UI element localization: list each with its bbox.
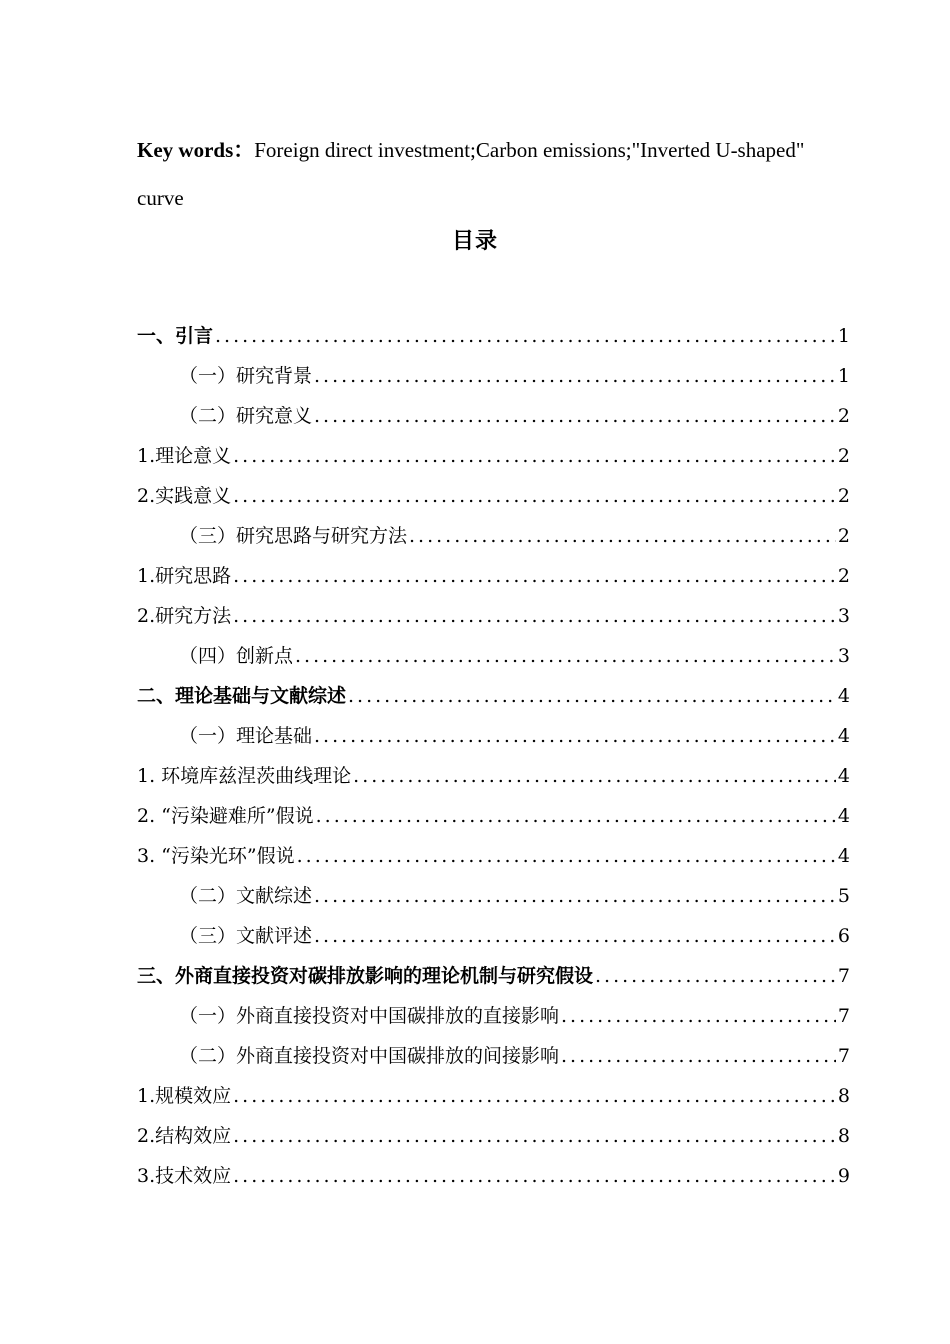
toc-entry-text: 1.研究思路 [137,565,232,587]
toc-entry[interactable] [137,476,850,516]
toc-dot-leader [348,676,836,716]
toc-entry[interactable] [137,1036,850,1076]
toc-entry-text: （三）文献评述 [179,925,313,947]
keywords-label: Key words： [137,138,255,162]
toc-entry[interactable] [137,876,850,916]
toc-page-number: 4 [837,685,850,707]
toc-page-number: 4 [837,805,850,827]
toc-page-number: 3 [837,605,850,627]
toc-dot-leader [233,436,836,476]
toc-entry[interactable] [137,916,850,956]
toc-entry-text: （三）研究思路与研究方法 [179,525,408,547]
toc-dot-leader [409,516,836,556]
toc-page-number: 4 [837,845,850,867]
toc-entry-text: 3. “污染光环”假说 [137,845,295,867]
toc-entry[interactable] [137,1076,850,1116]
toc-dot-leader [314,876,836,916]
toc-entry-text: 1. 环境库兹涅茨曲线理论 [137,765,352,787]
toc-page-number: 6 [837,925,850,947]
toc-entry[interactable] [137,356,850,396]
toc-entry[interactable] [137,676,850,716]
toc-entry-text: 2.实践意义 [137,485,232,507]
toc-dot-leader [561,1036,836,1076]
toc-page-number: 7 [837,1005,850,1027]
toc-entry[interactable] [137,556,850,596]
toc-page-number: 2 [837,565,850,587]
toc-entry-text: 1.理论意义 [137,445,232,467]
toc-entry[interactable] [137,436,850,476]
table-of-contents [137,316,850,1196]
toc-page-number: 2 [837,525,850,547]
toc-dot-leader [233,1116,836,1156]
toc-entry[interactable] [137,316,850,356]
toc-entry[interactable] [137,636,850,676]
toc-dot-leader [314,396,836,436]
toc-entry-text: （二）外商直接投资对中国碳排放的间接影响 [179,1045,560,1067]
toc-dot-leader [316,796,836,836]
toc-entry[interactable] [137,996,850,1036]
toc-dot-leader [314,356,836,396]
toc-entry-text: （二）研究意义 [179,405,313,427]
toc-dot-leader [233,1076,836,1116]
toc-dot-leader [353,756,836,796]
toc-entry-text: （一）理论基础 [179,725,313,747]
toc-dot-leader [233,556,836,596]
toc-entry-text: （一）研究背景 [179,365,313,387]
toc-entry-text: 2.研究方法 [137,605,232,627]
toc-page-number: 1 [837,365,850,387]
toc-dot-leader [233,476,836,516]
toc-entry[interactable] [137,716,850,756]
toc-dot-leader [297,836,836,876]
toc-page-number: 5 [837,885,850,907]
toc-dot-leader [295,636,836,676]
toc-page-number: 8 [837,1125,850,1147]
toc-entry[interactable] [137,756,850,796]
toc-entry[interactable] [137,1116,850,1156]
toc-page-number: 3 [837,645,850,667]
toc-page-number: 2 [837,485,850,507]
toc-dot-leader [233,1156,836,1196]
toc-entry-text: 一、引言 [137,325,214,347]
toc-entry[interactable] [137,396,850,436]
toc-entry-text: 3.技术效应 [137,1165,232,1187]
toc-page-number: 9 [837,1165,850,1187]
toc-entry-text: （一）外商直接投资对中国碳排放的直接影响 [179,1005,560,1027]
toc-dot-leader [233,596,836,636]
toc-dot-leader [561,996,836,1036]
keywords-paragraph [137,126,853,222]
toc-entry[interactable] [137,516,850,556]
toc-entry[interactable] [137,596,850,636]
toc-page-number: 2 [837,445,850,467]
toc-page-number: 2 [837,405,850,427]
toc-page-number: 7 [837,965,850,987]
toc-dot-leader [314,916,836,956]
toc-page-number: 4 [837,765,850,787]
toc-title: 目录 [451,229,498,254]
toc-entry-text: （四）创新点 [179,645,294,667]
toc-entry[interactable] [137,796,850,836]
toc-page-number: 4 [837,725,850,747]
toc-dot-leader [314,716,836,756]
toc-entry-text: 2. “污染避难所”假说 [137,805,314,827]
toc-entry[interactable] [137,1156,850,1196]
toc-entry[interactable] [137,956,850,996]
toc-page-number: 8 [837,1085,850,1107]
toc-entry[interactable] [137,836,850,876]
toc-entry-text: 1.规模效应 [137,1085,232,1107]
toc-entry-text: 三、外商直接投资对碳排放影响的理论机制与研究假设 [137,965,594,987]
toc-entry-text: 2.结构效应 [137,1125,232,1147]
toc-entry-text: （二）文献综述 [179,885,313,907]
toc-page-number: 7 [837,1045,850,1067]
keywords-text: Foreign direct investment;Carbon emissions;"Inverted U-shaped" curve [137,138,805,210]
toc-dot-leader [215,316,836,356]
toc-dot-leader [595,956,836,996]
toc-entry-text: 二、理论基础与文献综述 [137,685,347,707]
toc-page-number: 1 [837,325,850,347]
